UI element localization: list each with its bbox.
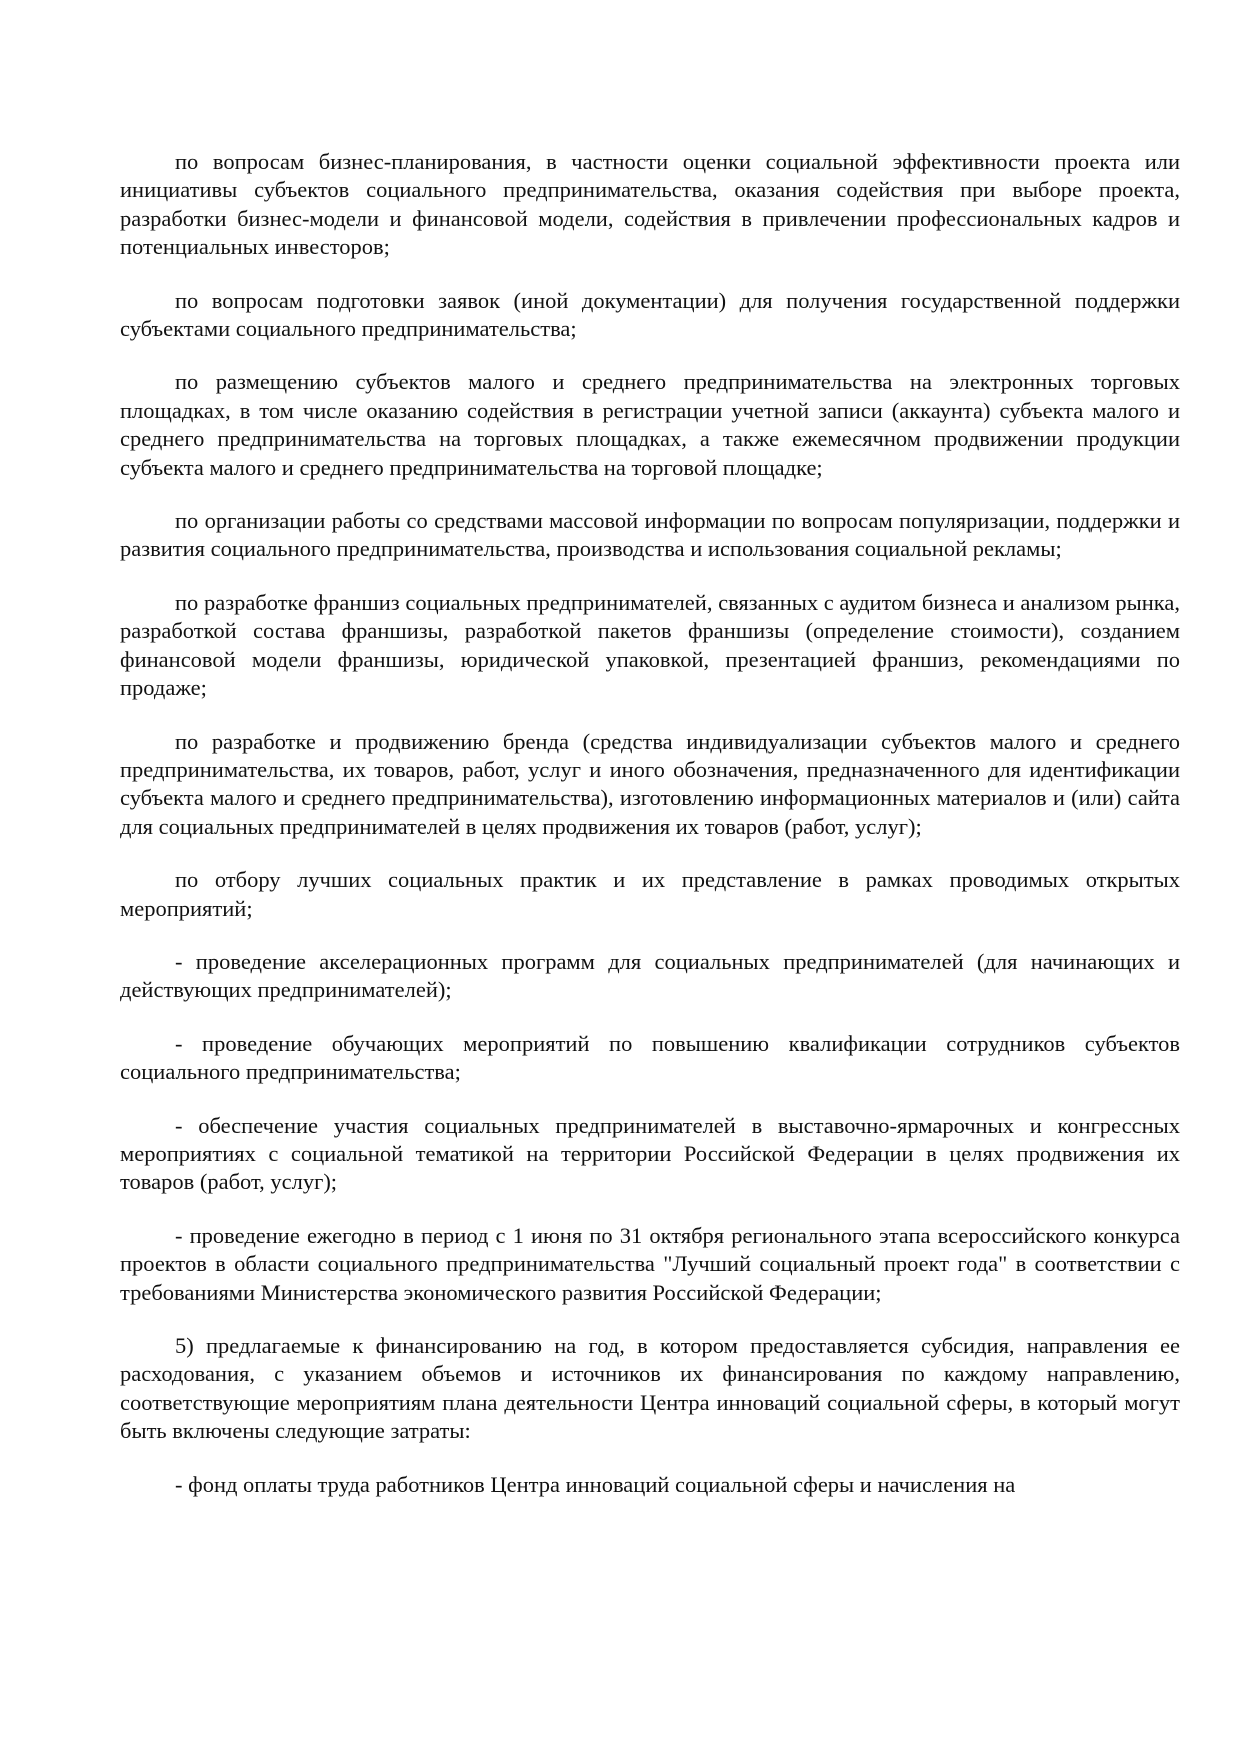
paragraph-application-preparation: по вопросам подготовки заявок (иной документации) для получения государственной поддержки субъектами социального предпринимательства; (120, 287, 1180, 342)
paragraph-wage-fund: - фонд оплаты труда работников Центра инноваций социальной сферы и начисления на (175, 1471, 1016, 1497)
paragraph-marketplace-placement: по размещению субъектов малого и среднего предпринимательства на электронных торговых площадках, в том числе оказанию содействия в регистрации учетной записи (аккаунта) субъекта малого и среднего предпринимательства на торговых площадках, а также ежемесячном продвижении продукции субъекта малого и среднего предпринимательства на торговой площадке; (120, 369, 1180, 480)
paragraph-funding-directions: 5) предлагаемые к финансированию на год, в котором предоставляется субсидия, направления ее расходования, с указанием объемов и источников их финансирования по каждому направлению, соответствующие мероприятиям плана деятельности Центра инноваций социальной сферы, в который могут быть включены следующие затраты: (120, 1333, 1180, 1444)
paragraph-media-work: по организации работы со средствами массовой информации по вопросам популяризации, поддержки и развития социального предпринимательства, производства и использования социальной рекламы; (120, 508, 1180, 562)
paragraph-business-planning: по вопросам бизнес-планирования, в частности оценки социальной эффективности проекта или инициативы субъектов социального предпринимательства, оказания содействия при выборе проекта, разработки бизнес-модели и финансовой модели, содействия в привлечении профессиональных кадров и потенциальных инвесторов; (120, 149, 1180, 260)
paragraph-brand-development: по разработке и продвижению бренда (средства индивидуализации субъектов малого и среднего предпринимательства, их товаров, работ, услуг и иного обозначения, предназначенного для идентификации субъекта малого и среднего предпринимательства), изготовлению информационных материалов и (или) сайта для социальных предпринимателей в целях продвижения их товаров (работ, услуг); (120, 728, 1180, 839)
document-body (120, 148, 1180, 1499)
paragraph-exhibition-participation: - обеспечение участия социальных предпринимателей в выставочно-ярмарочных и конгрессных мероприятиях с социальной тематикой на территории Российской Федерации в целях продвижения их товаров (работ, услуг); (120, 1112, 1180, 1195)
paragraph-contest-stage: - проведение ежегодно в период с 1 июня по 31 октября регионального этапа всероссийского конкурса проектов в области социального предпринимательства "Лучший социальный проект года" в соответствии с требованиями Министерства экономического развития Российской Федерации; (120, 1222, 1180, 1305)
paragraph-training-events: - проведение обучающих мероприятий по повышению квалификации сотрудников субъектов социального предпринимательства; (120, 1030, 1180, 1085)
paragraph-acceleration-programs: - проведение акселерационных программ для социальных предпринимателей (для начинающих и действующих предпринимателей); (120, 948, 1180, 1003)
paragraph-franchise-development: по разработке франшиз социальных предпринимателей, связанных с аудитом бизнеса и анализом рынка, разработкой состава франшизы, разработкой пакетов франшизы (определение стоимости), созданием финансовой модели франшизы, юридической упаковкой, презентацией франшиз, рекомендациями по продаже; (120, 589, 1180, 701)
paragraph-best-practices: по отбору лучших социальных практик и их представление в рамках проводимых открытых мероприятий; (120, 867, 1180, 921)
